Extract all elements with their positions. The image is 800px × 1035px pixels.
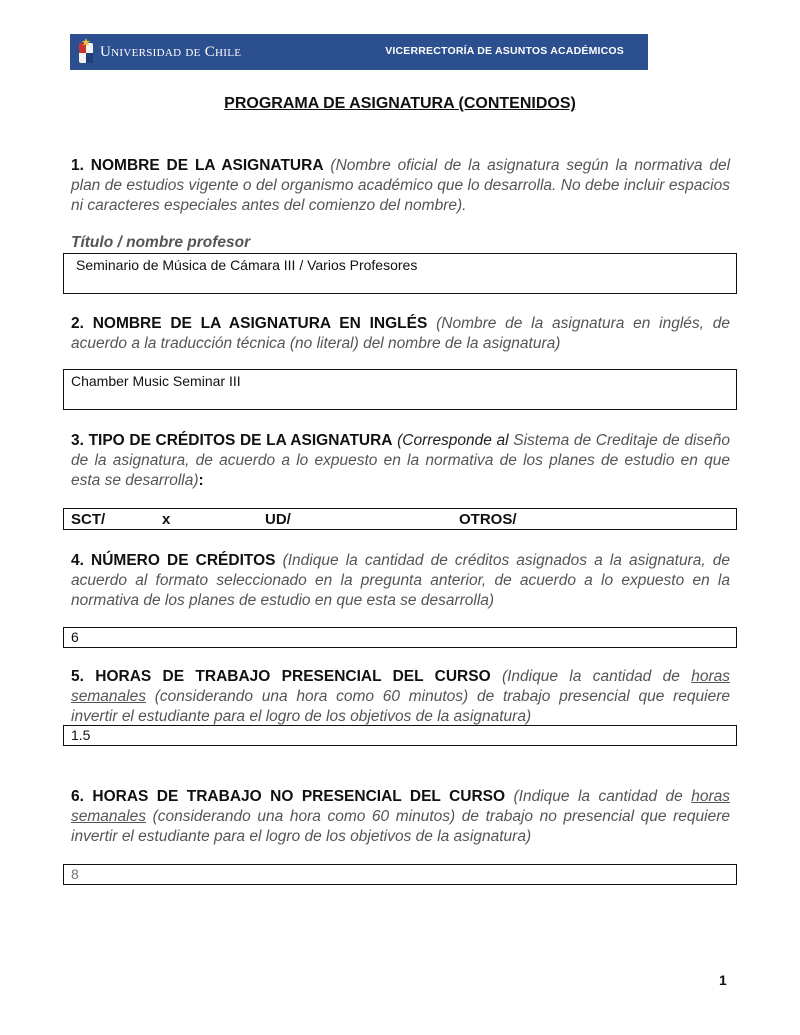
section-3-heading: 3. TIPO DE CRÉDITOS DE LA ASIGNATURA <box>71 432 393 449</box>
section-2-value-box[interactable] <box>63 369 737 410</box>
page-number: 1 <box>719 972 727 988</box>
section-2-hint: Nombre de la asignatura en inglés, de acuerdo a la traducción técnica (no literal) del nombre de la asignatura) <box>71 315 730 352</box>
section-5-value-box[interactable] <box>63 725 737 746</box>
section-2-heading: 2. NOMBRE DE LA ASIGNATURA EN INGLÉS <box>71 315 428 332</box>
section-3-text <box>71 431 730 491</box>
section-6-hint-underlined: horas semanales <box>71 788 730 825</box>
section-5-value: 1.5 <box>71 727 91 743</box>
credit-option-otros[interactable]: OTROS/ <box>459 511 517 528</box>
section-3-hint-part2: Sistema de Creditaje de diseño de la asignatura, de acuerdo a lo expuesto en la normativa de los planes de estudio en que esta se desarrolla) <box>71 432 730 489</box>
section-6-hint-a: (Indique la cantidad de <box>513 788 683 805</box>
section-3-hint-part1: (Corresponde al <box>397 432 509 449</box>
section-1-value-box[interactable] <box>63 253 737 294</box>
section-4-value-box[interactable] <box>63 627 737 648</box>
university-name: Universidad de Chile <box>100 43 242 60</box>
section-4-hint: (Indique la cantidad de créditos asignados a la asignatura, de acuerdo al formato seleccionado en la pregunta anterior, de acuerdo a lo expuesto en la normativa de los planes de estudio en que esta se desarrolla) <box>71 552 730 609</box>
section-2-value: Chamber Music Seminar III <box>71 373 241 389</box>
section-5-text <box>71 667 730 727</box>
section-6-hint-b: (considerando una hora como 60 minutos) de trabajo no presencial que requiere invertir el estudiante para el logro de los objetivos de la asignatura) <box>71 808 730 845</box>
header-banner <box>70 34 648 70</box>
credit-option-ud[interactable]: UD/ <box>265 511 291 528</box>
credit-sct-mark: x <box>162 511 171 528</box>
section-5-hint-b: (considerando una hora como 60 minutos) de trabajo presencial que requiere invertir el estudiante para el logro de los objetivos de la asignatura) <box>71 688 730 725</box>
section-1-text <box>71 156 730 216</box>
credit-type-row <box>63 508 737 530</box>
section-6-heading: 6. HORAS DE TRABAJO NO PRESENCIAL DEL CURSO <box>71 788 506 805</box>
page-title: PROGRAMA DE ASIGNATURA (CONTENIDOS) <box>224 95 576 112</box>
section-4-value: 6 <box>71 629 79 645</box>
section-1-heading: 1. NOMBRE DE LA ASIGNATURA <box>71 157 324 174</box>
section-6-value: 8 <box>71 866 79 882</box>
section-5-hint-underlined: horas semanales <box>71 668 730 705</box>
section-6-value-box[interactable] <box>63 864 737 885</box>
section-6-text <box>71 787 730 847</box>
section-5-heading: 5. HORAS DE TRABAJO PRESENCIAL DEL CURSO <box>71 668 491 685</box>
section-1-hint: (Nombre oficial de la asignatura según la normativa del plan de estudios vigente o del organismo académico que lo desarrolla. No debe incluir espacios ni caracteres especiales antes del comienzo del nombre). <box>71 157 731 214</box>
section-4-text <box>71 551 730 611</box>
credit-option-sct[interactable]: SCT/ <box>71 511 106 528</box>
section-2-hint-open: ( <box>436 315 442 332</box>
section-2-text <box>71 314 730 354</box>
university-crest-icon <box>76 37 96 67</box>
section-4-heading: 4. NÚMERO DE CRÉDITOS <box>71 552 276 569</box>
section-1-value: Seminario de Música de Cámara III / Varios Profesores <box>76 257 418 273</box>
section-1-field-label: Título / nombre profesor <box>71 234 251 251</box>
section-3-hint-end: : <box>198 472 204 489</box>
section-5-hint-a: (Indique la cantidad de <box>501 668 680 685</box>
vicerrectoria-label: VICERRECTORÍA DE ASUNTOS ACADÉMICOS <box>385 45 624 57</box>
